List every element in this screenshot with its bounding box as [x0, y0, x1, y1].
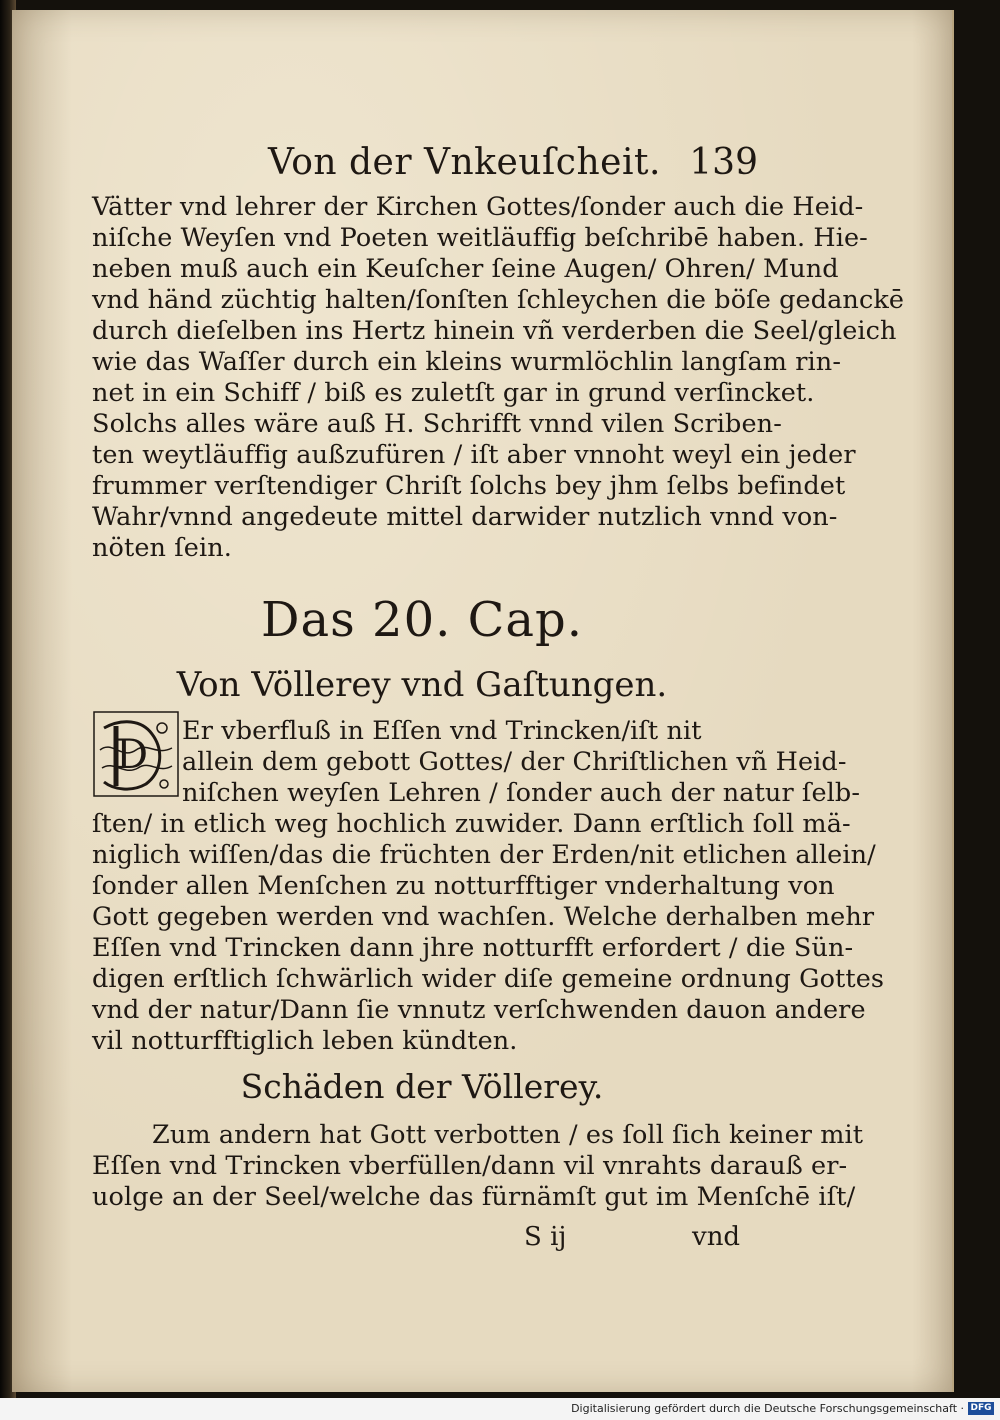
text-line: uolge an der Seel/welche das fürnämſt gut im Menſchē iſt/ — [92, 1182, 856, 1212]
text-line: Er vberfluß in Eſſen vnd Trincken/iſt nit — [182, 716, 702, 746]
text-line: ſten/ in etlich weg hochlich zuwider. Dann erſtlich ſoll mä- — [92, 809, 851, 839]
text-line: vil notturfftiglich leben kündten. — [92, 1026, 518, 1056]
text-line: neben muß auch ein Keuſcher ſeine Augen/ Ohren/ Mund — [92, 254, 839, 284]
text-line: ten weytläuffig außzufüren / iſt aber vnnoht weyl ein jeder — [92, 440, 856, 470]
text-line: niglich wiſſen/das die früchten der Erden/nit etlichen allein/ — [92, 840, 876, 870]
page-number: 139 — [689, 142, 758, 183]
text-line: wie das Waſſer durch ein kleins wurmlöchlin langſam rin- — [92, 347, 842, 377]
running-title: Von der Vnkeuſcheit. — [268, 142, 661, 183]
initial-letter: D — [115, 732, 149, 778]
text-line: Gott gegeben werden vnd wachſen. Welche derhalben mehr — [92, 902, 875, 932]
text-line: vnd händ züchtig halten/ſonſten ſchleychen die böſe gedanckē — [92, 285, 905, 315]
running-head — [88, 142, 758, 183]
text-line: Zum andern hat Gott verbotten / es ſoll ſich keiner mit — [152, 1120, 864, 1150]
text-line: vnd der natur/Dann ſie vnnutz verſchwenden dauon andere — [92, 995, 866, 1025]
chapter-subtitle: Von Völlerey vnd Gaſtungen. — [176, 665, 668, 705]
text-line: digen erſtlich ſchwärlich wider diſe gemeine ordnung Gottes — [92, 964, 885, 994]
section-heading: Schäden der Völlerey. — [240, 1067, 604, 1106]
text-line: durch dieſelben ins Hertz hinein vñ verderben die Seel/gleich — [92, 316, 897, 346]
chapter-heading: Das 20. Cap. — [261, 592, 583, 648]
book-page — [12, 10, 954, 1392]
text-line: allein dem gebott Gottes/ der Chriſtlichen vñ Heid- — [182, 747, 847, 777]
text-line: nöten ſein. — [92, 533, 232, 563]
decorated-initial-icon — [92, 710, 180, 798]
dfg-logo-icon: DFG — [968, 1402, 994, 1415]
text-line: Solchs alles wäre auß H. Schrifft vnnd vilen Scriben- — [92, 409, 782, 439]
signature-mark: S ij — [524, 1222, 567, 1252]
catchword: vnd — [692, 1222, 741, 1252]
text-line: ſonder allen Menſchen zu notturfftiger vnderhaltung von — [92, 871, 835, 901]
text-line: Wahr/vnnd angedeute mittel darwider nutzlich vnnd von- — [92, 502, 838, 532]
text-line: Eſſen vnd Trincken dann jhre notturfft erfordert / die Sün- — [92, 933, 854, 963]
text-line: niſchen weyſen Lehren / ſonder auch der natur ſelb- — [182, 778, 861, 808]
text-line: Vätter vnd lehrer der Kirchen Gottes/ſonder auch die Heid- — [92, 192, 864, 222]
text-line: frummer verſtendiger Chriſt ſolchs bey jhm ſelbs befindet — [92, 471, 846, 501]
digitization-credit: Digitalisierung gefördert durch die Deutsche Forschungsgemeinschaft · — [571, 1402, 964, 1415]
text-line: niſche Weyſen vnd Poeten weitläuffig beſchribē haben. Hie- — [92, 223, 868, 253]
text-line: Eſſen vnd Trincken vberfüllen/dann vil vnrahts darauß er- — [92, 1151, 848, 1181]
credit-bar — [0, 1398, 1000, 1420]
text-line: net in ein Schiff / biß es zuletſt gar in grund verſincket. — [92, 378, 815, 408]
